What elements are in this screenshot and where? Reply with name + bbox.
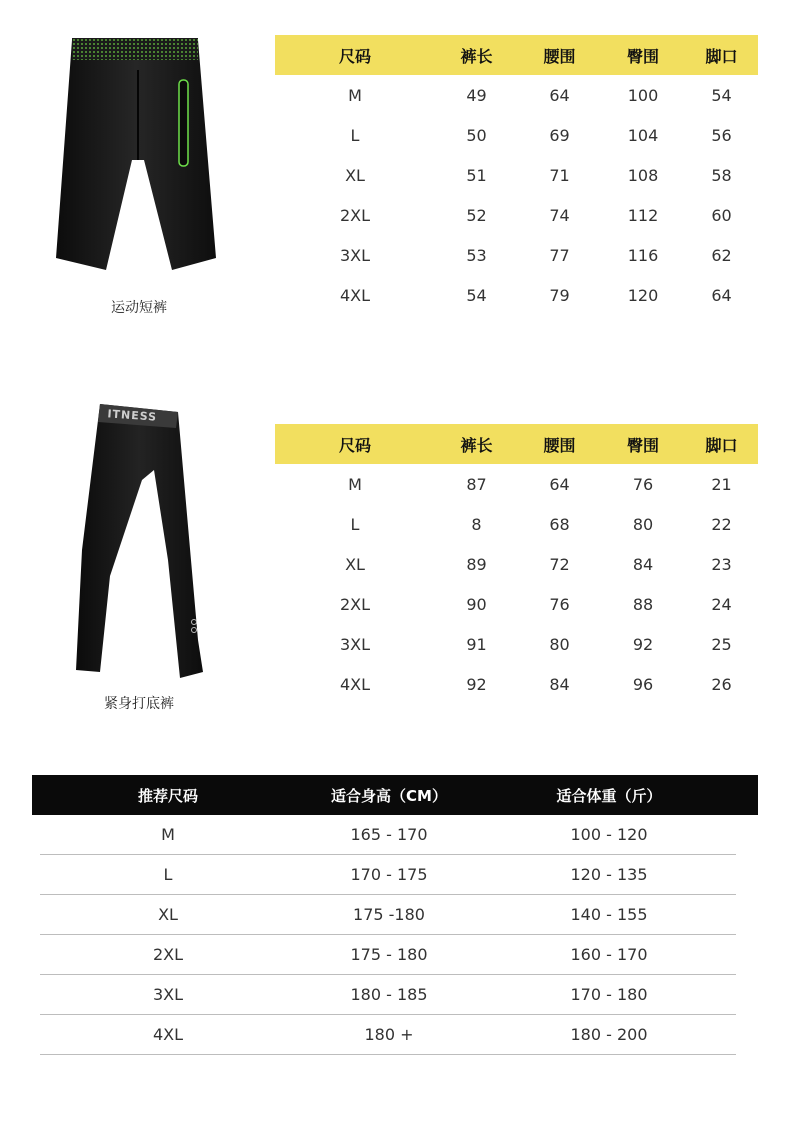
row-spacer: [736, 1015, 758, 1055]
table-cell: 170 - 175: [296, 855, 482, 895]
table-cell: 3XL: [339, 245, 371, 265]
table-cell: 88: [632, 594, 654, 614]
column-header: 尺码: [275, 35, 435, 75]
table-cell: 77: [549, 245, 570, 265]
table-cell: 87: [466, 474, 487, 494]
table-cell: 92: [632, 634, 654, 654]
table-row: [32, 895, 758, 935]
table-cell: 76: [549, 594, 570, 614]
table-cell: XL: [40, 895, 296, 935]
table-cell: 74: [549, 205, 570, 225]
table-cell: 24: [711, 594, 732, 614]
table-cell: 165 - 170: [296, 815, 482, 855]
table-cell: 64: [549, 85, 570, 105]
column-header: 腰围: [518, 35, 601, 75]
shorts-header-row: [275, 35, 758, 75]
row-spacer: [736, 935, 758, 975]
table-cell: 2XL: [339, 205, 371, 225]
row-spacer: [32, 975, 40, 1015]
row-spacer: [32, 855, 40, 895]
table-cell: 90: [466, 594, 487, 614]
table-row: [275, 235, 758, 275]
table-row: [275, 544, 758, 584]
table-cell: 25: [711, 634, 732, 654]
table-cell: 92: [466, 674, 487, 694]
table-cell: 116: [627, 245, 659, 265]
svg-text:ITNESS: ITNESS: [107, 407, 158, 424]
column-header: 脚口: [685, 424, 758, 464]
table-cell: 60: [711, 205, 732, 225]
table-cell: 160 - 170: [482, 935, 736, 975]
table-cell: 79: [549, 285, 570, 305]
row-spacer: [736, 975, 758, 1015]
table-cell: 84: [632, 554, 654, 574]
column-header: 适合体重（斤）: [482, 775, 736, 815]
table-cell: 108: [627, 165, 659, 185]
table-cell: 68: [549, 514, 570, 534]
table-cell: M: [348, 85, 362, 105]
table-cell: 49: [466, 85, 487, 105]
table-cell: XL: [345, 554, 365, 574]
table-cell: 76: [632, 474, 654, 494]
table-cell: 180 +: [296, 1015, 482, 1055]
table-cell: 69: [549, 125, 570, 145]
table-cell: 4XL: [339, 674, 371, 694]
table-cell: 4XL: [40, 1015, 296, 1055]
table-cell: L: [350, 125, 360, 145]
shorts-size-table: [275, 35, 758, 315]
table-row: [32, 855, 758, 895]
table-cell: 84: [549, 674, 570, 694]
table-cell: 91: [466, 634, 487, 654]
table-row: [275, 195, 758, 235]
table-cell: 50: [466, 125, 487, 145]
column-header: 尺码: [275, 424, 435, 464]
table-cell: 21: [711, 474, 732, 494]
table-cell: M: [348, 474, 362, 494]
table-cell: 180 - 200: [482, 1015, 736, 1055]
row-spacer: [736, 815, 758, 855]
row-spacer: [736, 855, 758, 895]
table-row: [275, 504, 758, 544]
shorts-image: [48, 30, 228, 280]
leggings-caption: 紧身打底裤: [104, 696, 174, 712]
table-cell: 56: [711, 125, 732, 145]
table-cell: 170 - 180: [482, 975, 736, 1015]
recommend-table: [32, 775, 758, 1055]
row-spacer: [736, 895, 758, 935]
table-row: [275, 115, 758, 155]
table-cell: 120 - 135: [482, 855, 736, 895]
table-cell: 23: [711, 554, 732, 574]
table-cell: 3XL: [40, 975, 296, 1015]
table-cell: 140 - 155: [482, 895, 736, 935]
table-row: [32, 975, 758, 1015]
table-cell: 89: [466, 554, 487, 574]
table-cell: 100: [627, 85, 659, 105]
column-header: 推荐尺码: [40, 775, 296, 815]
table-cell: 100 - 120: [482, 815, 736, 855]
row-spacer: [32, 815, 40, 855]
table-row: [275, 584, 758, 624]
table-row: [275, 624, 758, 664]
leggings-size-table: [275, 424, 758, 704]
table-cell: L: [40, 855, 296, 895]
table-cell: 54: [711, 85, 732, 105]
table-row: [275, 464, 758, 504]
shorts-caption: 运动短裤: [111, 300, 167, 316]
table-row: [275, 664, 758, 704]
table-row: [32, 815, 758, 855]
table-row: [275, 275, 758, 315]
column-header: 裤长: [435, 424, 518, 464]
table-cell: 96: [632, 674, 654, 694]
leggings-header-row: [275, 424, 758, 464]
table-cell: 180 - 185: [296, 975, 482, 1015]
table-cell: 4XL: [339, 285, 371, 305]
leggings-image: [70, 400, 210, 685]
table-row: [32, 935, 758, 975]
table-cell: 8: [471, 514, 482, 534]
row-spacer: [32, 935, 40, 975]
column-header: 脚口: [685, 35, 758, 75]
table-cell: 120: [627, 285, 659, 305]
table-cell: L: [350, 514, 360, 534]
table-cell: 62: [711, 245, 732, 265]
table-cell: 175 -180: [296, 895, 482, 935]
table-cell: 54: [466, 285, 487, 305]
table-cell: 52: [466, 205, 487, 225]
table-cell: 2XL: [40, 935, 296, 975]
table-row: [275, 75, 758, 115]
row-spacer: [32, 1015, 40, 1055]
column-header: 臀围: [601, 35, 685, 75]
table-cell: XL: [345, 165, 365, 185]
header-spacer: [736, 775, 758, 815]
table-cell: 71: [549, 165, 570, 185]
column-header: 臀围: [601, 424, 685, 464]
table-cell: M: [40, 815, 296, 855]
table-cell: 80: [549, 634, 570, 654]
table-row: [275, 155, 758, 195]
table-cell: 26: [711, 674, 732, 694]
table-row: [32, 1015, 758, 1055]
column-header: 适合身高（CM）: [296, 775, 482, 815]
table-cell: 64: [711, 285, 732, 305]
column-header: 腰围: [518, 424, 601, 464]
column-header: 裤长: [435, 35, 518, 75]
table-cell: 3XL: [339, 634, 371, 654]
table-cell: 80: [632, 514, 654, 534]
recommend-header-row: [32, 775, 758, 815]
table-cell: 72: [549, 554, 570, 574]
table-cell: 112: [627, 205, 659, 225]
table-cell: 104: [627, 125, 659, 145]
row-spacer: [32, 895, 40, 935]
table-cell: 53: [466, 245, 487, 265]
table-cell: 2XL: [339, 594, 371, 614]
table-cell: 175 - 180: [296, 935, 482, 975]
header-spacer: [32, 775, 40, 815]
table-cell: 22: [711, 514, 732, 534]
table-cell: 58: [711, 165, 732, 185]
table-cell: 51: [466, 165, 487, 185]
table-cell: 64: [549, 474, 570, 494]
